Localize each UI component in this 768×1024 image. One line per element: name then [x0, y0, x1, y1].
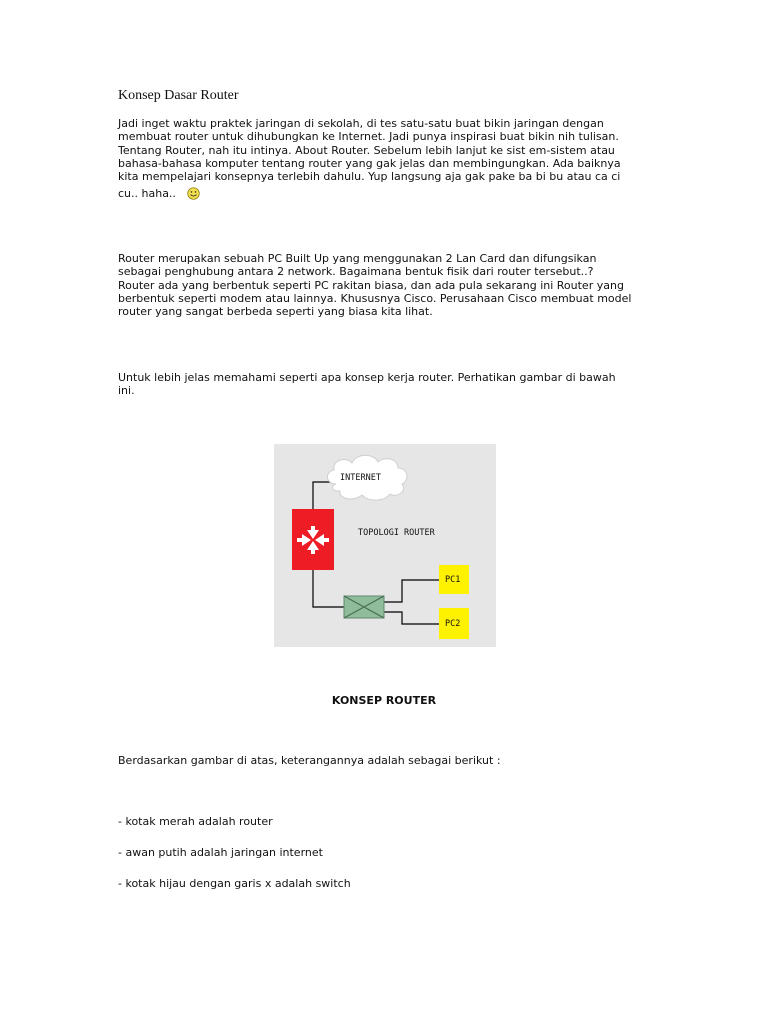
paragraph-router-definition	[118, 252, 658, 318]
paragraph-line: Router ada yang berbentuk seperti PC rakitan biasa, dan ada pula sekarang ini Router yang	[118, 278, 624, 292]
pc2-label: PC2	[445, 619, 461, 629]
pc1-label: PC1	[445, 575, 461, 585]
explanation-intro: Berdasarkan gambar di atas, keterangannya adalah sebagai berikut :	[118, 754, 501, 767]
paragraph-line: sebagai penghubung antara 2 network. Bagaimana bentuk fisik dari router tersebut..?	[118, 265, 594, 279]
list-item: - kotak hijau dengan garis x adalah switch	[118, 877, 351, 890]
paragraph-line: berbentuk seperti modem atau lainnya. Khususnya Cisco. Perusahaan Cisco membuat model	[118, 291, 632, 305]
paragraph-line: membuat router untuk dihubungkan ke Internet. Jadi punya inspirasi buat bikin nih tulisan.	[118, 130, 619, 144]
line-router-internet	[313, 482, 332, 511]
paragraph-line: Tentang Router, nah itu intinya. About Router. Sebelum lebih lanjut ke sist em-sistem atau	[118, 143, 615, 157]
line-switch-pc2	[384, 612, 439, 624]
diagram-caption: KONSEP ROUTER	[331, 694, 437, 707]
paragraph-line: Untuk lebih jelas memahami seperti apa konsep kerja router. Perhatikan gambar di bawah	[118, 371, 616, 384]
topology-label: TOPOLOGI ROUTER	[358, 528, 435, 538]
paragraph-line: router yang sangat berbeda seperti yang biasa kita lihat.	[118, 305, 433, 319]
diagram-canvas	[274, 444, 496, 647]
smiley-icon	[187, 187, 200, 200]
line-router-switch	[313, 570, 344, 607]
list-item: - awan putih adalah jaringan internet	[118, 846, 323, 859]
paragraph-line-last	[118, 187, 658, 200]
paragraph-line: Jadi inget waktu praktek jaringan di sekolah, di tes satu-satu buat bikin jaringan dengan	[118, 117, 604, 130]
paragraph-intro	[118, 117, 658, 201]
internet-label: INTERNET	[340, 473, 381, 483]
paragraph-line: bahasa-bahasa komputer tentang router yang gak jelas dan membingungkan. Ada baiknya	[118, 156, 621, 170]
list-item: - kotak merah adalah router	[118, 815, 273, 828]
paragraph-diagram-intro	[118, 371, 658, 398]
paragraph-line-text: cu.. haha..	[118, 187, 176, 201]
page-title: Konsep Dasar Router	[118, 88, 239, 103]
line-switch-pc1	[384, 580, 439, 602]
paragraph-line: Router merupakan sebuah PC Built Up yang menggunakan 2 Lan Card dan difungsikan	[118, 252, 597, 265]
router-topology-diagram	[274, 444, 496, 647]
paragraph-line: kita mempelajari konsepnya terlebih dahulu. Yup langsung aja gak pake ba bi bu atau ca ci	[118, 170, 621, 184]
paragraph-line: ini.	[118, 384, 135, 398]
switch-icon	[344, 596, 384, 618]
